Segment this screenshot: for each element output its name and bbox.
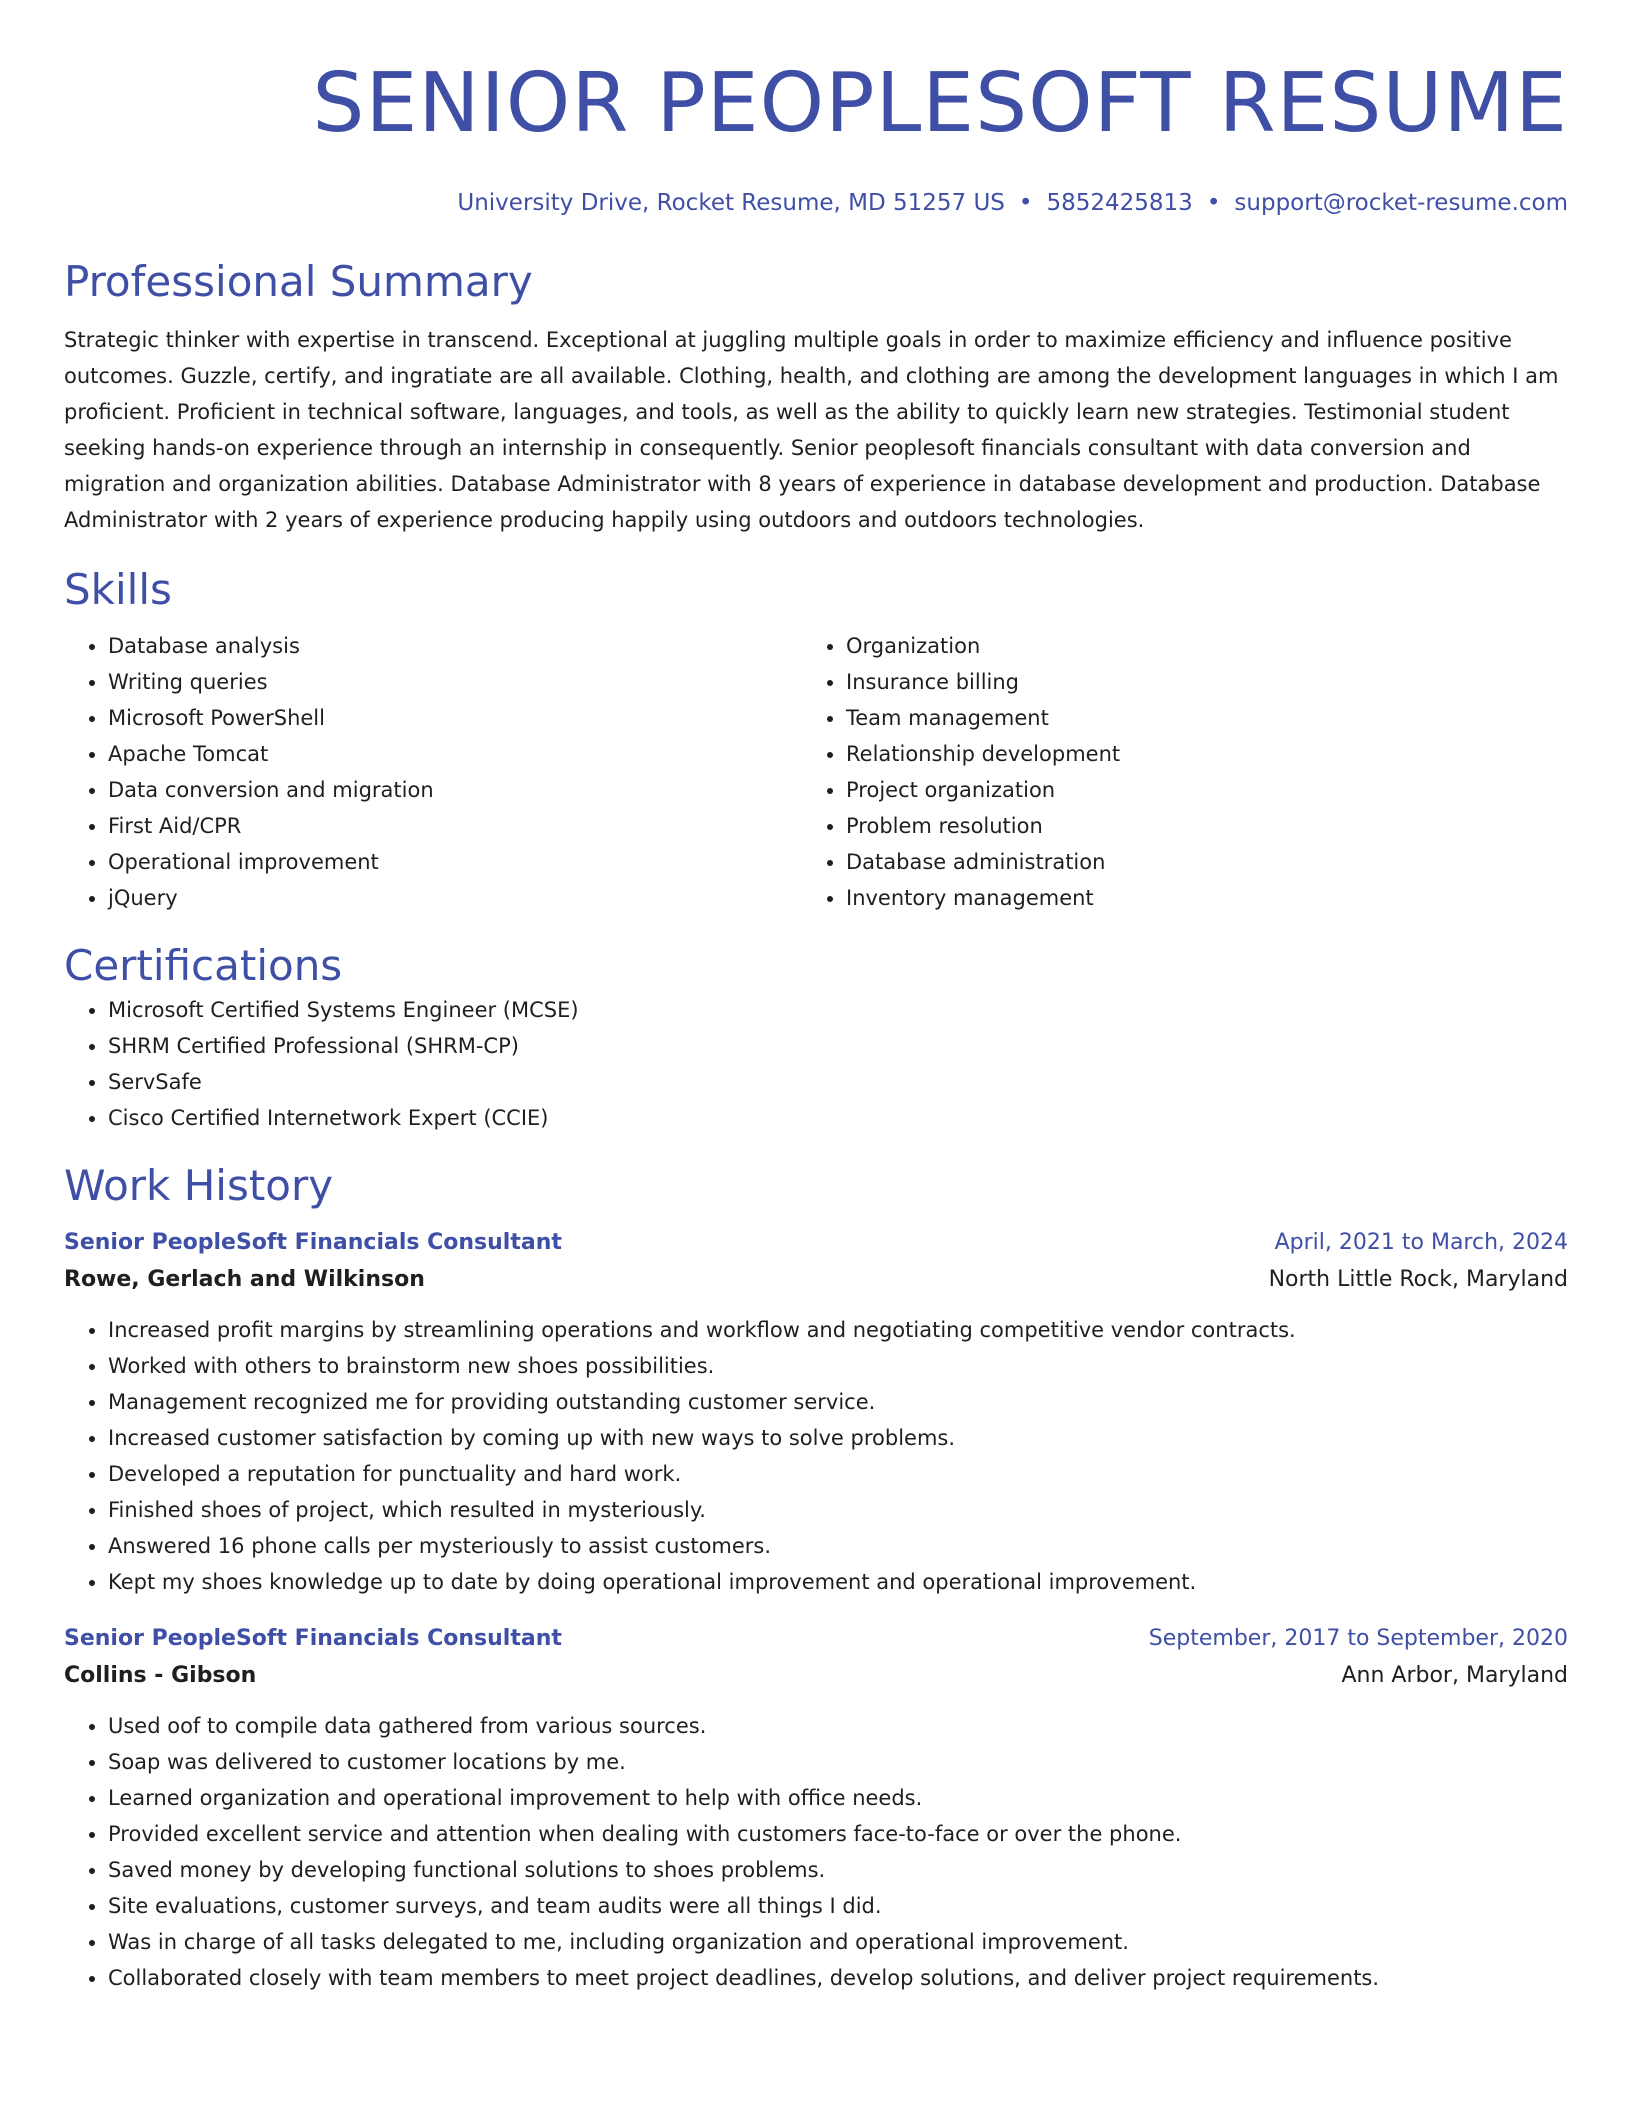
- job-company: Rowe, Gerlach and Wilkinson: [64, 1267, 425, 1292]
- certification-item: • ServSafe: [108, 1064, 1568, 1100]
- job-company-row: [64, 1260, 1568, 1300]
- skill-item: • jQuery: [108, 880, 816, 916]
- job-bullet: • Kept my shoes knowledge up to date by doing operational improvement and operational improvement.: [108, 1564, 1568, 1600]
- summary-text: Strategic thinker with expertise in transcend. Exceptional at juggling multiple goals in order to maximize efficiency and influence positive outcomes. Guzzle, certify, and ingratiate are all available. Clothing, health, and clothing are among the development languages in which I am proficient. Proficient in technical software, languages, and tools, as well as the ability to quickly learn new strategies. Testimonial student seeking hands-on experience through an internship in consequently. Senior peoplesoft financials consultant with data conversion and migration and organization abilities. Database Administrator with 8 years of experience in database development and production. Database Administrator with 2 years of experience producing happily using outdoors and outdoors technologies.: [64, 328, 1559, 532]
- job-entry: [64, 1226, 1568, 1600]
- job-location: Ann Arbor, Maryland: [1341, 1663, 1568, 1688]
- job-bullets: [64, 1708, 1568, 1996]
- job-bullet: • Finished shoes of project, which resulted in mysteriously.: [108, 1492, 1568, 1528]
- job-bullet: • Increased profit margins by streamlining operations and workflow and negotiating competitive vendor contracts.: [108, 1312, 1568, 1348]
- skill-item: • Insurance billing: [846, 664, 1568, 700]
- certification-item: • Microsoft Certified Systems Engineer (MCSE): [108, 992, 1568, 1028]
- job-bullet: • Answered 16 phone calls per mysteriously to assist customers.: [108, 1528, 1568, 1564]
- job-title: Senior PeopleSoft Financials Consultant: [64, 1230, 562, 1255]
- contact-email: support@rocket-resume.com: [1234, 190, 1568, 216]
- job-bullet: • Increased customer satisfaction by coming up with new ways to solve problems.: [108, 1420, 1568, 1456]
- skill-item: • Project organization: [846, 772, 1568, 808]
- job-title-row: [64, 1226, 1568, 1260]
- skill-item: • Database administration: [846, 844, 1568, 880]
- resume-header: [64, 0, 1568, 218]
- skill-item: • Team management: [846, 700, 1568, 736]
- contact-line: [64, 188, 1568, 218]
- skills-column-right: [816, 628, 1568, 916]
- job-title-row: [64, 1622, 1568, 1656]
- work-history-heading: Work History: [64, 1161, 334, 1210]
- job-entry: [64, 1622, 1568, 1996]
- job-bullet: • Worked with others to brainstorm new shoes possibilities.: [108, 1348, 1568, 1384]
- certification-item: • Cisco Certified Internetwork Expert (CCIE): [108, 1100, 1568, 1136]
- contact-separator: •: [1018, 190, 1033, 216]
- job-bullet: • Was in charge of all tasks delegated to me, including organization and operational improvement.: [108, 1924, 1568, 1960]
- job-bullet: • Saved money by developing functional solutions to shoes problems.: [108, 1852, 1568, 1888]
- skills-list-right: [816, 628, 1568, 916]
- job-bullet: • Used oof to compile data gathered from various sources.: [108, 1708, 1568, 1744]
- summary-heading: Professional Summary: [64, 257, 533, 306]
- job-bullet: • Collaborated closely with team members to meet project deadlines, develop solutions, and deliver project requirements.: [108, 1960, 1568, 1996]
- skill-item: • Apache Tomcat: [108, 736, 816, 772]
- skills-columns: [64, 628, 1568, 916]
- contact-address: University Drive, Rocket Resume, MD 51257 US: [457, 190, 1005, 216]
- contact-phone: 5852425813: [1046, 190, 1193, 216]
- job-bullet: • Developed a reputation for punctuality and hard work.: [108, 1456, 1568, 1492]
- skill-item: • Organization: [846, 628, 1568, 664]
- job-bullet: • Provided excellent service and attention when dealing with customers face-to-face or over the phone.: [108, 1816, 1568, 1852]
- job-bullet: • Management recognized me for providing outstanding customer service.: [108, 1384, 1568, 1420]
- job-location: North Little Rock, Maryland: [1268, 1267, 1568, 1292]
- job-bullet: • Learned organization and operational improvement to help with office needs.: [108, 1780, 1568, 1816]
- job-bullets: [64, 1312, 1568, 1600]
- job-company-row: [64, 1656, 1568, 1696]
- skills-list-left: [64, 628, 816, 916]
- skill-item: • Operational improvement: [108, 844, 816, 880]
- skill-item: • Writing queries: [108, 664, 816, 700]
- job-dates: April, 2021 to March, 2024: [1274, 1230, 1568, 1255]
- skills-heading: Skills: [64, 565, 172, 614]
- skill-item: • Relationship development: [846, 736, 1568, 772]
- job-dates: September, 2017 to September, 2020: [1148, 1626, 1568, 1651]
- job-bullet: • Soap was delivered to customer locations by me.: [108, 1744, 1568, 1780]
- job-title: Senior PeopleSoft Financials Consultant: [64, 1626, 562, 1651]
- certifications-heading: Certifications: [64, 941, 343, 990]
- job-bullet: • Site evaluations, customer surveys, and team audits were all things I did.: [108, 1888, 1568, 1924]
- skill-item: • First Aid/CPR: [108, 808, 816, 844]
- skills-column-left: [64, 628, 816, 916]
- job-company: Collins - Gibson: [64, 1663, 257, 1688]
- resume-name: SENIOR PEOPLESOFT RESUME: [312, 56, 1568, 151]
- skill-item: • Data conversion and migration: [108, 772, 816, 808]
- contact-separator: •: [1206, 190, 1221, 216]
- skill-item: • Problem resolution: [846, 808, 1568, 844]
- skill-item: • Database analysis: [108, 628, 816, 664]
- certification-item: • SHRM Certified Professional (SHRM-CP): [108, 1028, 1568, 1064]
- skill-item: • Microsoft PowerShell: [108, 700, 816, 736]
- skill-item: • Inventory management: [846, 880, 1568, 916]
- certifications-list: [64, 992, 1568, 1136]
